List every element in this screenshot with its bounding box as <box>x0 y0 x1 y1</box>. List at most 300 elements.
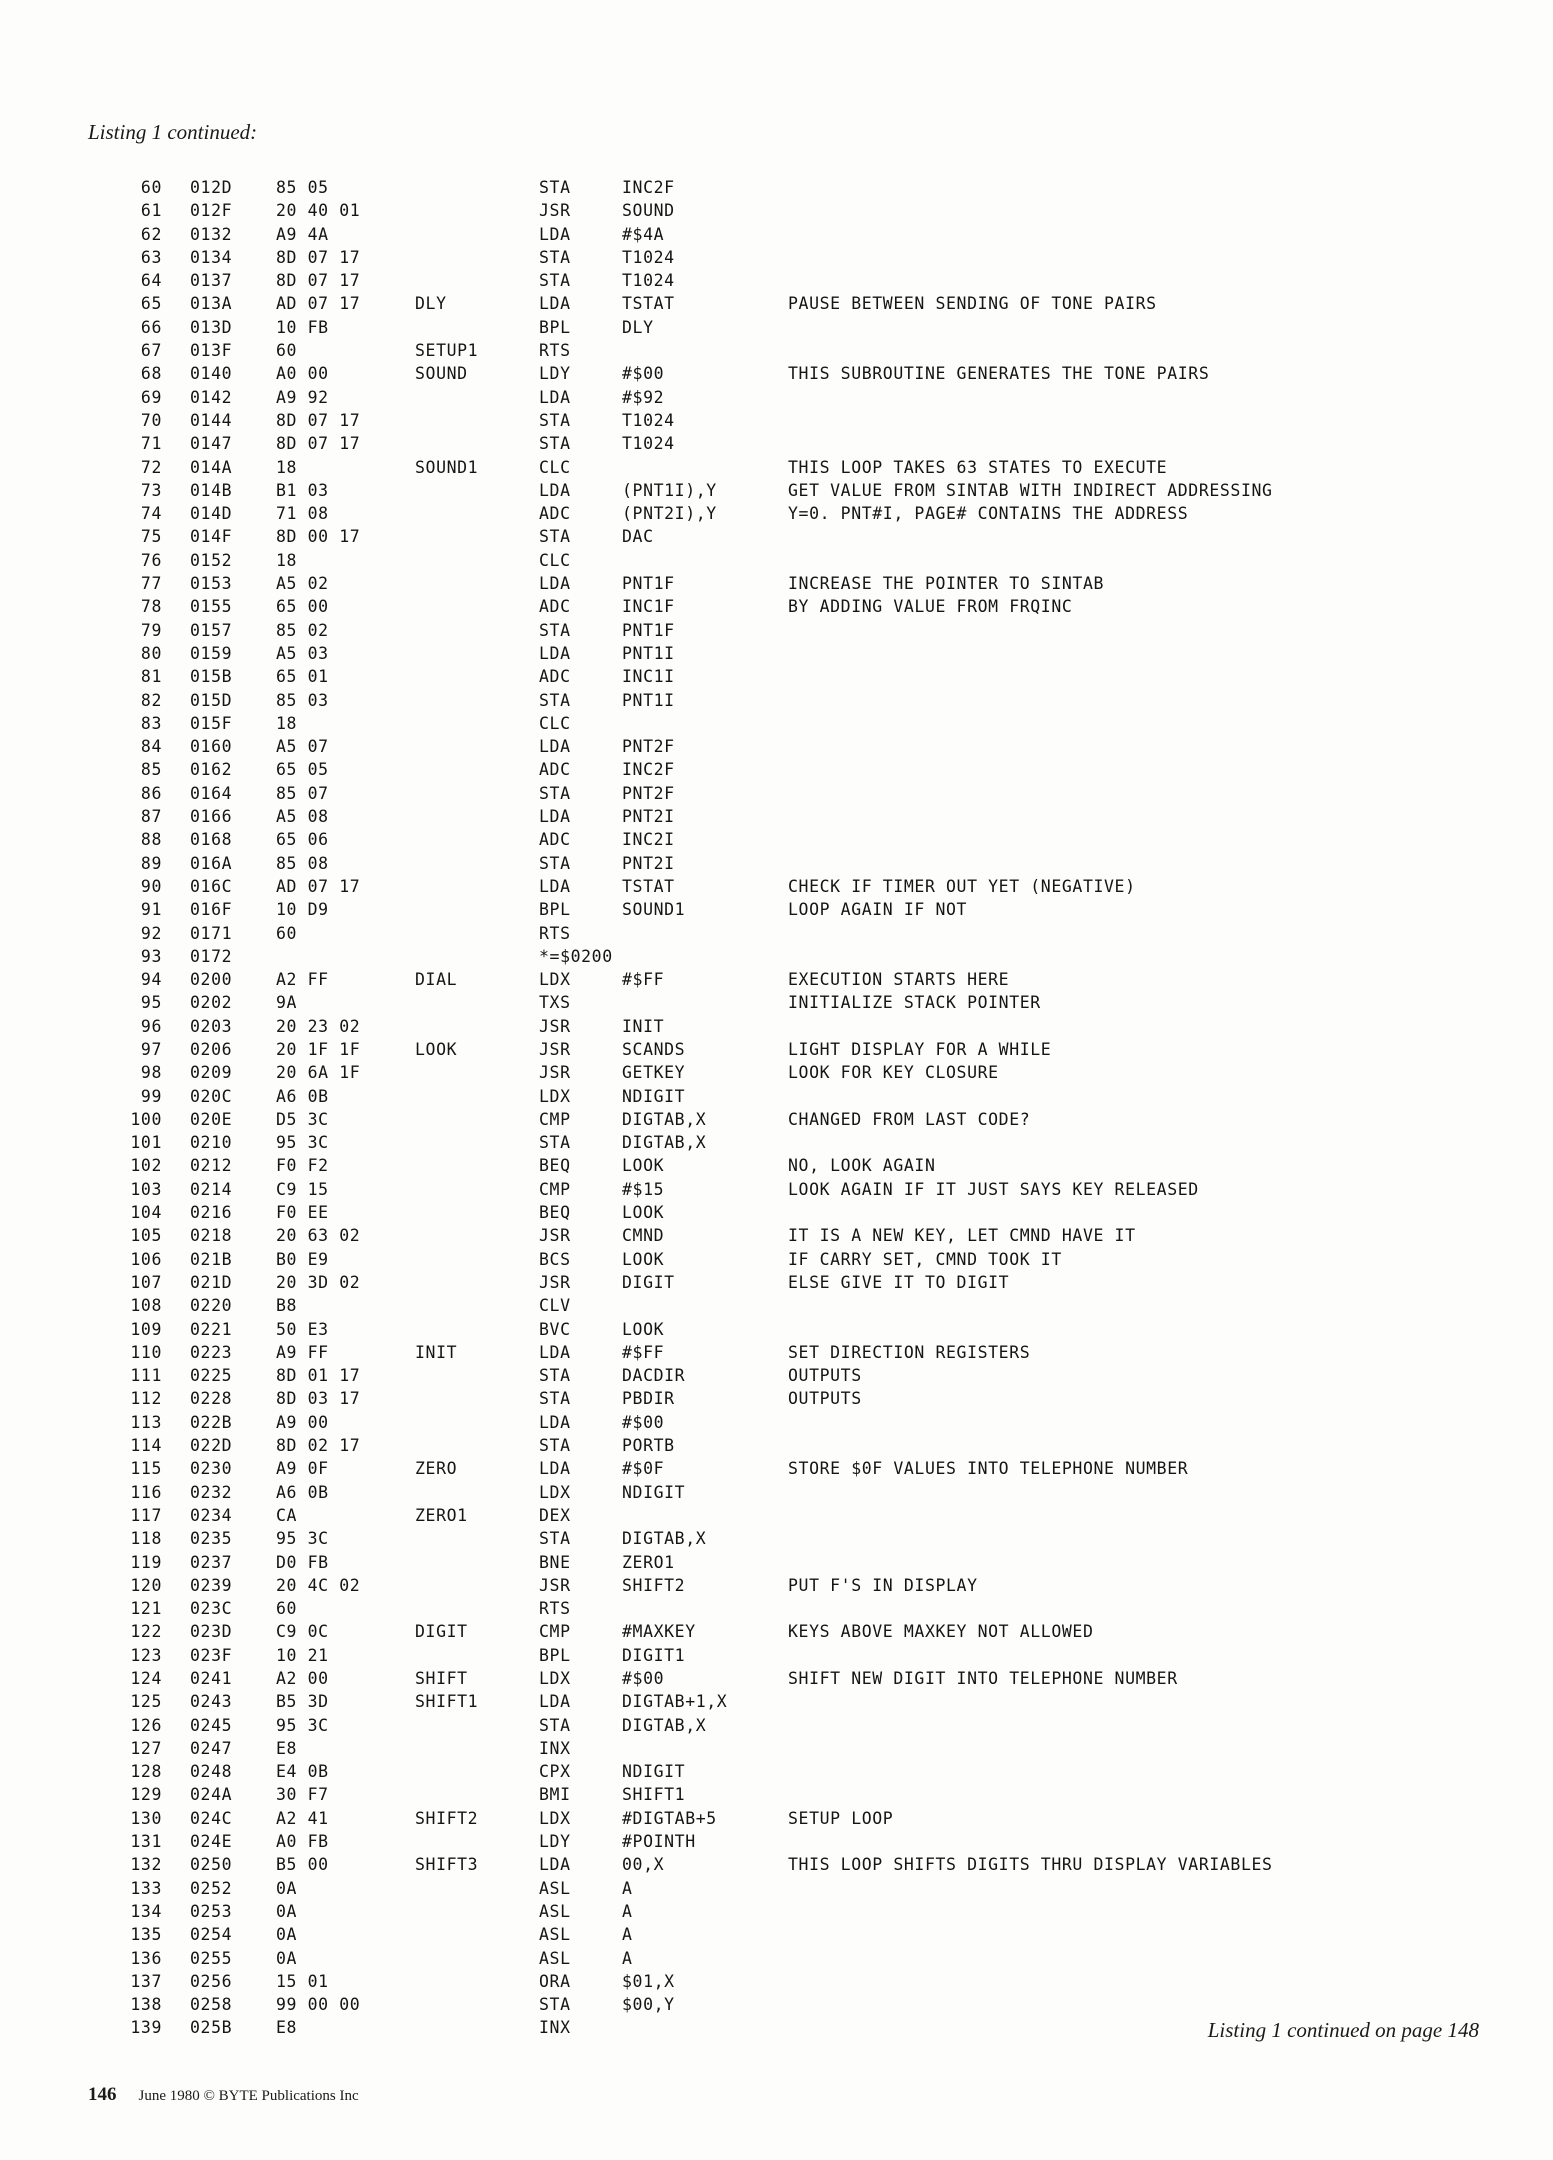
line-number: 116 <box>130 1482 162 1502</box>
opcode: STA <box>539 853 571 873</box>
address: 016C <box>190 876 233 896</box>
label: ZERO1 <box>415 1505 468 1525</box>
line-number: 64 <box>140 271 162 291</box>
line-number: 105 <box>130 1226 162 1246</box>
opcode: BVC <box>539 1319 571 1339</box>
address: 021B <box>190 1249 233 1269</box>
machine-code: 85 05 <box>276 178 329 197</box>
machine-code: D5 3C <box>276 1109 329 1129</box>
address: 0206 <box>190 1039 233 1059</box>
operand: LOOK <box>622 1156 665 1176</box>
operand: DIGTAB+1,X <box>622 1692 728 1712</box>
comment: SETUP LOOP <box>788 1808 894 1828</box>
line-number: 83 <box>140 713 162 733</box>
operand: INIT <box>622 1016 665 1036</box>
address: 014F <box>190 527 233 547</box>
address: 024C <box>190 1808 233 1828</box>
machine-code: F0 EE <box>276 1203 329 1223</box>
line-number: 123 <box>130 1645 162 1665</box>
machine-code: 18 <box>276 457 298 477</box>
address: 0200 <box>190 970 233 990</box>
operand: T1024 <box>622 247 675 267</box>
machine-code: 85 02 <box>276 620 329 640</box>
operand: NDIGIT <box>622 1762 686 1782</box>
line-number: 80 <box>140 643 162 663</box>
opcode: LDA <box>539 1412 571 1432</box>
address: 023D <box>190 1622 233 1642</box>
opcode: ADC <box>539 504 571 524</box>
machine-code: A6 0B <box>276 1482 329 1502</box>
operand: #POINTH <box>622 1832 696 1852</box>
listing-row <box>0 1271 1553 1294</box>
machine-code: 65 06 <box>276 830 329 850</box>
line-number: 132 <box>130 1855 162 1875</box>
operand: INC2F <box>622 178 675 197</box>
address: 015B <box>190 667 233 687</box>
line-number: 110 <box>130 1342 162 1362</box>
address: 015F <box>190 713 233 733</box>
listing-row <box>0 199 1553 222</box>
comment: OUTPUTS <box>788 1366 862 1386</box>
opcode: LDA <box>539 480 571 500</box>
opcode: INX <box>539 1738 571 1758</box>
address: 015D <box>190 690 233 710</box>
machine-code: 20 40 01 <box>276 201 361 221</box>
line-number: 101 <box>130 1133 162 1153</box>
opcode: JSR <box>539 1016 571 1036</box>
listing-row <box>0 1947 1553 1970</box>
machine-code: 10 21 <box>276 1645 329 1665</box>
opcode: ASL <box>539 1878 571 1898</box>
listing-row <box>0 409 1553 432</box>
listing-row <box>0 1714 1553 1737</box>
line-number: 139 <box>130 2018 162 2038</box>
address: 0157 <box>190 620 233 640</box>
opcode: STA <box>539 1995 571 2015</box>
machine-code: 15 01 <box>276 1971 329 1991</box>
opcode: INX <box>539 2018 571 2038</box>
machine-code: F0 F2 <box>276 1156 329 1176</box>
operand: SCANDS <box>622 1039 686 1059</box>
comment: LOOK AGAIN IF IT JUST SAYS KEY RELEASED <box>788 1179 1199 1199</box>
listing-row <box>0 1178 1553 1201</box>
page-footer <box>88 2084 359 2106</box>
operand: A <box>622 1901 633 1921</box>
line-number: 119 <box>130 1552 162 1572</box>
line-number: 73 <box>140 480 162 500</box>
machine-code: 20 23 02 <box>276 1016 361 1036</box>
line-number: 121 <box>130 1599 162 1619</box>
opcode: LDX <box>539 1669 571 1688</box>
machine-code: 30 F7 <box>276 1785 329 1805</box>
comment: CHECK IF TIMER OUT YET (NEGATIVE) <box>788 876 1136 896</box>
machine-code: 8D 01 17 <box>276 1366 361 1386</box>
opcode: BPL <box>539 317 571 337</box>
line-number: 65 <box>140 294 162 314</box>
machine-code: 8D 03 17 <box>276 1389 361 1409</box>
machine-code: 0A <box>276 1948 298 1968</box>
machine-code: A0 FB <box>276 1832 329 1852</box>
address: 0239 <box>190 1575 233 1595</box>
opcode: LDA <box>539 294 571 314</box>
operand: SHIFT2 <box>622 1575 686 1595</box>
comment: STORE $0F VALUES INTO TELEPHONE NUMBER <box>788 1459 1189 1479</box>
operand: 00,X <box>622 1855 665 1875</box>
machine-code: A2 FF <box>276 970 329 990</box>
line-number: 87 <box>140 807 162 827</box>
opcode: CMP <box>539 1179 571 1199</box>
line-number: 92 <box>140 923 162 943</box>
opcode: CLC <box>539 550 571 570</box>
opcode: BEQ <box>539 1203 571 1223</box>
machine-code: B5 00 <box>276 1855 329 1875</box>
machine-code: 65 00 <box>276 597 329 617</box>
address: 0132 <box>190 224 233 244</box>
address: 023C <box>190 1599 233 1619</box>
machine-code: A2 00 <box>276 1669 329 1688</box>
address: 021D <box>190 1272 233 1292</box>
opcode: DEX <box>539 1505 571 1525</box>
machine-code: 0A <box>276 1925 298 1945</box>
comment: BY ADDING VALUE FROM FRQINC <box>788 597 1073 617</box>
listing-row <box>0 525 1553 548</box>
line-number: 127 <box>130 1738 162 1758</box>
opcode: JSR <box>539 1063 571 1083</box>
label: SHIFT <box>415 1669 468 1688</box>
listing-row <box>0 432 1553 455</box>
line-number: 91 <box>140 900 162 920</box>
address: 0209 <box>190 1063 233 1083</box>
listing-row <box>0 1387 1553 1410</box>
listing-row <box>0 689 1553 712</box>
machine-code: B8 <box>276 1296 298 1316</box>
operand: $01,X <box>622 1971 675 1991</box>
machine-code: A6 0B <box>276 1086 329 1106</box>
address: 0166 <box>190 807 233 827</box>
listing-row <box>0 1411 1553 1434</box>
opcode: LDX <box>539 1482 571 1502</box>
listing-row <box>0 1085 1553 1108</box>
address: 020C <box>190 1086 233 1106</box>
comment: SHIFT NEW DIGIT INTO TELEPHONE NUMBER <box>788 1669 1178 1688</box>
machine-code: CA <box>276 1505 298 1525</box>
listing-row <box>0 1318 1553 1341</box>
comment: CHANGED FROM LAST CODE? <box>788 1109 1031 1129</box>
listing-row <box>0 386 1553 409</box>
listing-row <box>0 1993 1553 2016</box>
line-number: 98 <box>140 1063 162 1083</box>
listing-row <box>0 1853 1553 1876</box>
listing-row <box>0 852 1553 875</box>
machine-code: E8 <box>276 2018 298 2038</box>
machine-code: A5 08 <box>276 807 329 827</box>
machine-code: 60 <box>276 923 298 943</box>
operand: PNT2F <box>622 737 675 757</box>
listing-row <box>0 1481 1553 1504</box>
line-number: 129 <box>130 1785 162 1805</box>
operand: SOUND <box>622 201 675 221</box>
operand: #$00 <box>622 1412 665 1432</box>
label: SHIFT3 <box>415 1855 479 1875</box>
label: SETUP1 <box>415 341 479 361</box>
operand: #$92 <box>622 387 665 407</box>
opcode: LDX <box>539 970 571 990</box>
machine-code: AD 07 17 <box>276 876 361 896</box>
listing-row <box>0 502 1553 525</box>
operand: LOOK <box>622 1249 665 1269</box>
listing-row <box>0 1108 1553 1131</box>
machine-code: B1 03 <box>276 480 329 500</box>
machine-code: 18 <box>276 713 298 733</box>
line-number: 120 <box>130 1575 162 1595</box>
listing-row <box>0 1364 1553 1387</box>
comment: NO, LOOK AGAIN <box>788 1156 936 1176</box>
listing-row <box>0 1783 1553 1806</box>
opcode: JSR <box>539 1272 571 1292</box>
line-number: 134 <box>130 1901 162 1921</box>
opcode: STA <box>539 1389 571 1409</box>
listing-row <box>0 1131 1553 1154</box>
operand: PNT1I <box>622 643 675 663</box>
opcode: STA <box>539 1529 571 1549</box>
machine-code: 95 3C <box>276 1715 329 1735</box>
address: 0247 <box>190 1738 233 1758</box>
label: SOUND1 <box>415 457 479 477</box>
address: 0153 <box>190 574 233 594</box>
address: 0253 <box>190 1901 233 1921</box>
operand: INC1I <box>622 667 675 687</box>
operand: LOOK <box>622 1319 665 1339</box>
listing-row <box>0 1620 1553 1643</box>
line-number: 78 <box>140 597 162 617</box>
address: 012D <box>190 178 233 197</box>
opcode: ADC <box>539 830 571 850</box>
address: 0256 <box>190 1971 233 1991</box>
operand: #$00 <box>622 364 665 384</box>
operand: A <box>622 1948 633 1968</box>
machine-code: 0A <box>276 1901 298 1921</box>
machine-code: C9 0C <box>276 1622 329 1642</box>
operand: T1024 <box>622 434 675 454</box>
operand: SOUND1 <box>622 900 686 920</box>
listing-row <box>0 712 1553 735</box>
operand: SHIFT1 <box>622 1785 686 1805</box>
address: 0162 <box>190 760 233 780</box>
listing-row <box>0 549 1553 572</box>
listing-row <box>0 1923 1553 1946</box>
operand: PNT1F <box>622 620 675 640</box>
operand: INC1F <box>622 597 675 617</box>
operand: NDIGIT <box>622 1482 686 1502</box>
line-number: 60 <box>140 178 162 197</box>
label: ZERO <box>415 1459 458 1479</box>
address: 0245 <box>190 1715 233 1735</box>
comment: LOOP AGAIN IF NOT <box>788 900 968 920</box>
page-number: 146 <box>88 2084 117 2105</box>
listing-row <box>0 1597 1553 1620</box>
label: INIT <box>415 1342 458 1362</box>
operand: #MAXKEY <box>622 1622 696 1642</box>
operand: DIGIT1 <box>622 1645 686 1665</box>
operand: CMND <box>622 1226 665 1246</box>
address: 013D <box>190 317 233 337</box>
opcode: STA <box>539 247 571 267</box>
machine-code: 8D 07 17 <box>276 271 361 291</box>
machine-code: B0 E9 <box>276 1249 329 1269</box>
opcode: ASL <box>539 1948 571 1968</box>
listing-row <box>0 898 1553 921</box>
label: LOOK <box>415 1039 458 1059</box>
operand: A <box>622 1878 633 1898</box>
operand: GETKEY <box>622 1063 686 1083</box>
operand: PNT1I <box>622 690 675 710</box>
machine-code: 95 3C <box>276 1133 329 1153</box>
machine-code: 20 4C 02 <box>276 1575 361 1595</box>
listing-row <box>0 1807 1553 1830</box>
opcode: LDA <box>539 807 571 827</box>
listing-row <box>0 1527 1553 1550</box>
listing-row <box>0 595 1553 618</box>
machine-code: AD 07 17 <box>276 294 361 314</box>
address: 0203 <box>190 1016 233 1036</box>
machine-code: 10 FB <box>276 317 329 337</box>
opcode: LDA <box>539 1459 571 1479</box>
opcode: LDA <box>539 224 571 244</box>
address: 024E <box>190 1832 233 1852</box>
operand: DACDIR <box>622 1366 686 1386</box>
address: 0218 <box>190 1226 233 1246</box>
line-number: 67 <box>140 341 162 361</box>
operand: #$00 <box>622 1669 665 1688</box>
line-number: 100 <box>130 1109 162 1129</box>
listing-row <box>0 176 1553 199</box>
address: 016F <box>190 900 233 920</box>
machine-code: 71 08 <box>276 504 329 524</box>
line-number: 136 <box>130 1948 162 1968</box>
listing-row <box>0 1038 1553 1061</box>
machine-code: A0 00 <box>276 364 329 384</box>
line-number: 109 <box>130 1319 162 1339</box>
machine-code: 85 07 <box>276 783 329 803</box>
comment: LOOK FOR KEY CLOSURE <box>788 1063 999 1083</box>
line-number: 79 <box>140 620 162 640</box>
opcode: STA <box>539 1715 571 1735</box>
address: 0147 <box>190 434 233 454</box>
line-number: 137 <box>130 1971 162 1991</box>
operand: INC2I <box>622 830 675 850</box>
opcode: CMP <box>539 1622 571 1642</box>
line-number: 131 <box>130 1832 162 1852</box>
line-number: 76 <box>140 550 162 570</box>
line-number: 70 <box>140 410 162 430</box>
address: 016A <box>190 853 233 873</box>
listing-row <box>0 1551 1553 1574</box>
line-number: 68 <box>140 364 162 384</box>
line-number: 113 <box>130 1412 162 1432</box>
address: 0235 <box>190 1529 233 1549</box>
line-number: 138 <box>130 1995 162 2015</box>
address: 0220 <box>190 1296 233 1316</box>
opcode: LDA <box>539 1342 571 1362</box>
operand: DIGTAB,X <box>622 1133 707 1153</box>
opcode: CMP <box>539 1109 571 1129</box>
machine-code: A5 02 <box>276 574 329 594</box>
line-number: 111 <box>130 1366 162 1386</box>
address: 0221 <box>190 1319 233 1339</box>
address: 0241 <box>190 1669 233 1688</box>
operand: INC2F <box>622 760 675 780</box>
machine-code: 20 6A 1F <box>276 1063 361 1083</box>
opcode: ADC <box>539 667 571 687</box>
listing-row <box>0 1900 1553 1923</box>
line-number: 71 <box>140 434 162 454</box>
line-number: 97 <box>140 1039 162 1059</box>
listing-row <box>0 1457 1553 1480</box>
comment: OUTPUTS <box>788 1389 862 1409</box>
listing-row <box>0 362 1553 385</box>
listing-row <box>0 735 1553 758</box>
opcode: CPX <box>539 1762 571 1782</box>
operand: PNT2I <box>622 853 675 873</box>
label: SHIFT1 <box>415 1692 479 1712</box>
address: 0210 <box>190 1133 233 1153</box>
machine-code: A2 41 <box>276 1808 329 1828</box>
address: 0223 <box>190 1342 233 1362</box>
publication-info: June 1980 © BYTE Publications Inc <box>138 2088 359 2104</box>
listing-row <box>0 1644 1553 1667</box>
listing-row <box>0 665 1553 688</box>
line-number: 75 <box>140 527 162 547</box>
machine-code: 8D 07 17 <box>276 434 361 454</box>
line-number: 96 <box>140 1016 162 1036</box>
operand: DIGIT <box>622 1272 675 1292</box>
operand: DIGTAB,X <box>622 1109 707 1129</box>
operand: A <box>622 1925 633 1945</box>
assembly-listing <box>0 176 1553 2040</box>
listing-row <box>0 991 1553 1014</box>
listing-row <box>0 945 1553 968</box>
listing-row <box>0 1737 1553 1760</box>
listing-row <box>0 922 1553 945</box>
label: DLY <box>415 294 447 314</box>
line-number: 82 <box>140 690 162 710</box>
opcode: ADC <box>539 760 571 780</box>
listing-row <box>0 1434 1553 1457</box>
listing-row <box>0 968 1553 991</box>
opcode: LDA <box>539 876 571 896</box>
line-number: 117 <box>130 1505 162 1525</box>
machine-code: 85 08 <box>276 853 329 873</box>
opcode: LDA <box>539 1855 571 1875</box>
line-number: 74 <box>140 504 162 524</box>
address: 0171 <box>190 923 233 943</box>
machine-code: 18 <box>276 550 298 570</box>
address: 0248 <box>190 1762 233 1782</box>
operand: TSTAT <box>622 876 675 896</box>
machine-code: 65 01 <box>276 667 329 687</box>
machine-code: C9 15 <box>276 1179 329 1199</box>
listing-row <box>0 1201 1553 1224</box>
address: 0232 <box>190 1482 233 1502</box>
line-number: 69 <box>140 387 162 407</box>
listing-row <box>0 316 1553 339</box>
comment: LIGHT DISPLAY FOR A WHILE <box>788 1039 1052 1059</box>
line-number: 61 <box>140 201 162 221</box>
operand: #$0F <box>622 1459 665 1479</box>
opcode: LDX <box>539 1808 571 1828</box>
address: 0168 <box>190 830 233 850</box>
opcode: LDA <box>539 1692 571 1712</box>
